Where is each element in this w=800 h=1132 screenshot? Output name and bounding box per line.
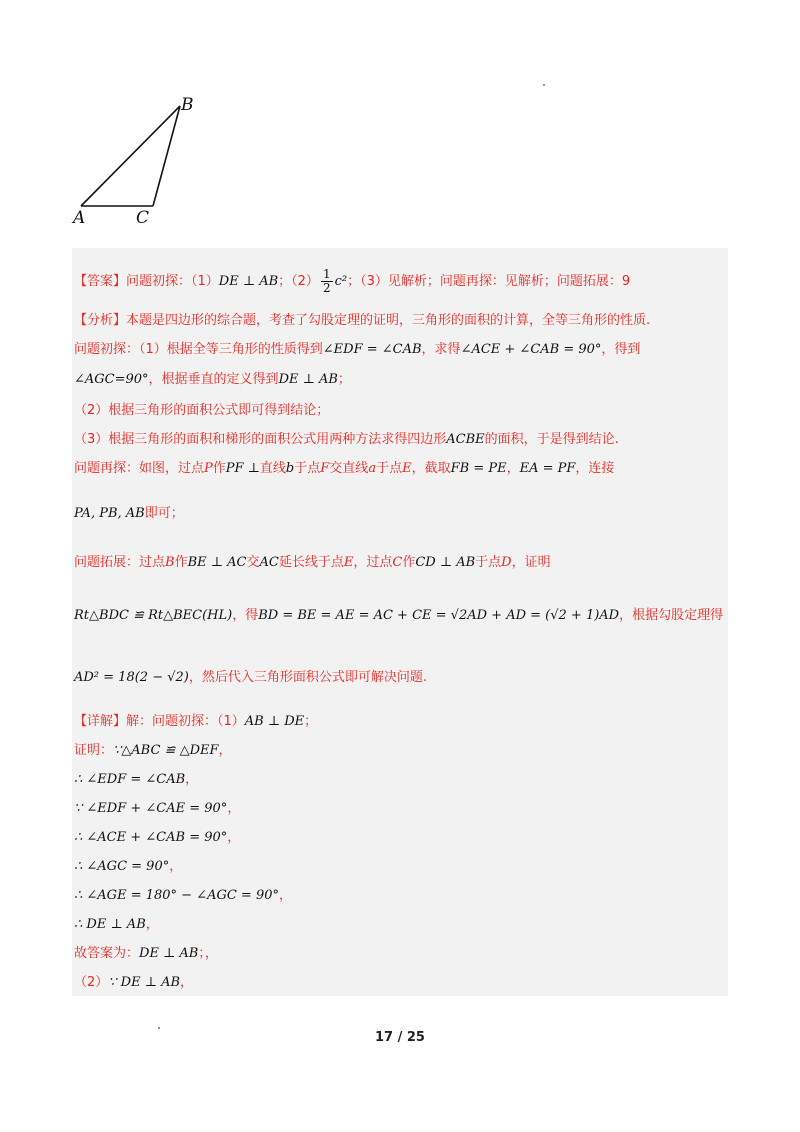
detail-line-9: 故答案为：DE ⊥ AB；， bbox=[74, 946, 218, 961]
detail-line-3: ∴ ∠EDF = ∠CAB， bbox=[74, 772, 199, 787]
analysis-line-9: Rt△BDC ≌ Rt△BEC(HL)，得BD = BE = AE = AC + CE = √2AD + AD = (√2 + 1)AD，根据勾股定理得 bbox=[74, 608, 724, 623]
detail-line-5: ∴ ∠ACE + ∠CAB = 90°， bbox=[74, 830, 241, 845]
analysis-line-2: 问题初探：（1）根据全等三角形的性质得到∠EDF = ∠CAB，求得∠ACE + ∠CAB = 90°，得到 bbox=[74, 342, 641, 357]
analysis-line-3: ∠AGC=90°，根据垂直的定义得到DE ⊥ AB； bbox=[74, 372, 351, 387]
label-a: A bbox=[73, 208, 86, 228]
label-c: C bbox=[136, 208, 150, 228]
fraction-half: $\frac{1}{2}$ bbox=[322, 267, 331, 295]
analysis-line-4: （2）根据三角形的面积公式即可得到结论； bbox=[74, 403, 330, 418]
detail-line-10: （2）∵ DE ⊥ AB， bbox=[74, 975, 194, 990]
detail-line-4: ∵ ∠EDF + ∠CAE = 90°， bbox=[74, 801, 241, 816]
label-b: B bbox=[181, 95, 194, 115]
detail-line-8: ∴ DE ⊥ AB， bbox=[74, 917, 159, 932]
analysis-line-1: 【分析】本题是四边形的综合题，考查了勾股定理的证明，三角形的面积的计算，全等三角形的性质. bbox=[74, 313, 651, 328]
analysis-line-6: 问题再探：如图，过点P作PF ⊥直线b于点F交直线a于点E，截取FB = PE，EA = PF，连接 bbox=[74, 461, 615, 476]
analysis-line-10: AD² = 18(2 − √2)，然后代入三角形面积公式即可解决问题. bbox=[74, 670, 427, 685]
analysis-line-7: PA, PB, AB即可； bbox=[74, 506, 184, 521]
answer-line: 【答案】问题初探：（1）DE ⊥ AB；（2） $\frac{1}{2}$ c²；（3）见解析；问题再探：见解析；问题拓展：9 bbox=[74, 267, 631, 295]
stray-dot-bottom bbox=[158, 1027, 160, 1029]
page-number: 17 / 25 bbox=[375, 1030, 425, 1045]
detail-line-2: 证明：∵△ABC ≌ △DEF， bbox=[74, 743, 232, 758]
detail-line-6: ∴ ∠AGC = 90°， bbox=[74, 859, 183, 874]
detail-line-1: 【详解】解：问题初探：（1）AB ⊥ DE； bbox=[74, 714, 318, 729]
triangle-figure bbox=[60, 90, 220, 240]
detail-line-7: ∴ ∠AGE = 180° − ∠AGC = 90°， bbox=[74, 888, 293, 903]
stray-dot bbox=[543, 84, 545, 86]
analysis-line-5: （3）根据三角形的面积和梯形的面积公式用两种方法求得四边形ACBE的面积，于是得到结论. bbox=[74, 432, 619, 447]
analysis-line-8: 问题拓展：过点B作BE ⊥ AC交AC延长线于点E，过点C作CD ⊥ AB于点D，证明 bbox=[74, 555, 551, 570]
